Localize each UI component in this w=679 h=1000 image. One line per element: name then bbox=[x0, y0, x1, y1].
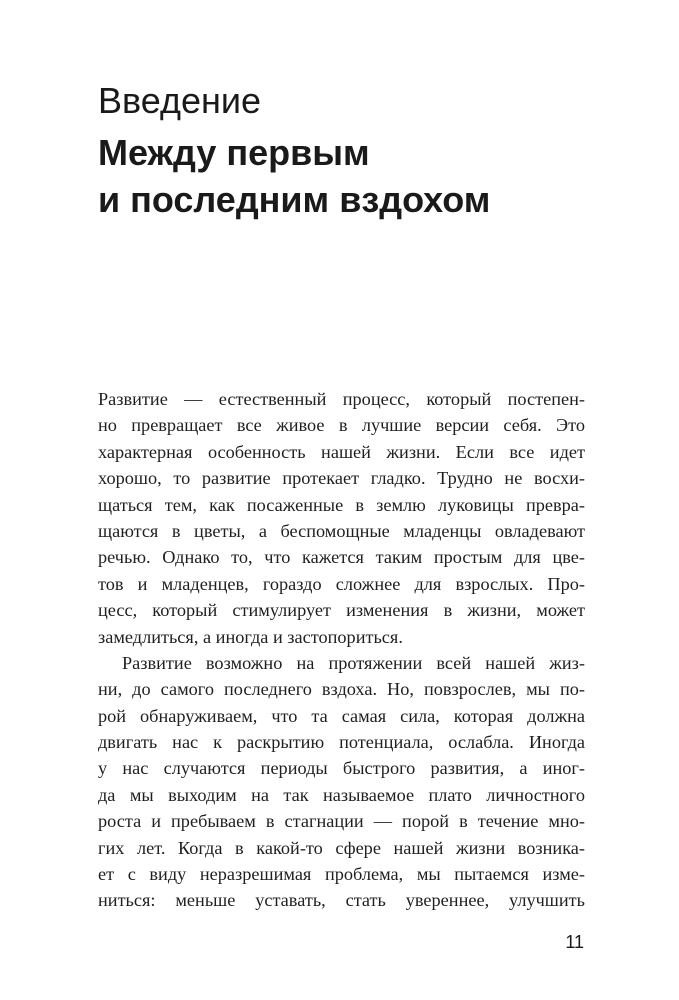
paragraph bbox=[98, 650, 585, 914]
text-line: но превращает все живое в лучшие версии себя. Это bbox=[98, 415, 585, 436]
text-line: у нас случаются периоды быстрого развития, а иног- bbox=[98, 758, 585, 779]
paragraph bbox=[98, 386, 585, 650]
text-line: хорошо, то развитие протекает гладко. Трудно не восхи- bbox=[98, 468, 585, 489]
text-line: тов и младенцев, гораздо сложнее для взрослых. Про- bbox=[98, 573, 585, 594]
text-line: ни, до самого последнего вздоха. Но, повзрослев, мы по- bbox=[98, 679, 585, 700]
text-line: цесс, который стимулирует изменения в жизни, может bbox=[98, 600, 585, 621]
text-line: щаться тем, как посаженные в землю луковицы превра- bbox=[98, 494, 585, 515]
text-line: характерная особенность нашей жизни. Если все идет bbox=[98, 441, 585, 462]
chapter-label: Введение bbox=[98, 80, 262, 121]
text-line: да мы выходим на так называемое плато личностного bbox=[98, 784, 585, 805]
text-line: двигать нас к раскрытию потенциала, ослабла. Иногда bbox=[98, 732, 585, 753]
text-line: замедлиться, а иногда и застопориться. bbox=[98, 626, 403, 647]
chapter-title-line: Между первым bbox=[98, 132, 370, 173]
text-line: рой обнаруживаем, что та самая сила, которая должна bbox=[98, 705, 585, 726]
page-number: 11 bbox=[565, 932, 584, 952]
text-line: роста и пребываем в стагнации — порой в течение мно- bbox=[98, 811, 585, 832]
body-text bbox=[98, 386, 585, 914]
text-line: гих лет. Когда в какой-то сфере нашей жизни возника- bbox=[98, 837, 585, 858]
text-line: Развитие — естественный процесс, который постепен- bbox=[98, 389, 585, 409]
text-line: речью. Однако то, что кажется таким простым для цве- bbox=[98, 547, 585, 568]
text-line: щаются в цветы, а беспомощные младенцы овладевают bbox=[98, 520, 585, 541]
text-line: Развитие возможно на протяжении всей нашей жиз- bbox=[122, 652, 585, 673]
text-line: ет с виду неразрешимая проблема, мы пытаемся изме- bbox=[98, 864, 585, 885]
chapter-title-line: и последним вздохом bbox=[98, 179, 491, 220]
chapter-title bbox=[98, 129, 490, 223]
text-line: ниться: меньше уставать, стать увереннее, улучшить bbox=[98, 890, 585, 911]
